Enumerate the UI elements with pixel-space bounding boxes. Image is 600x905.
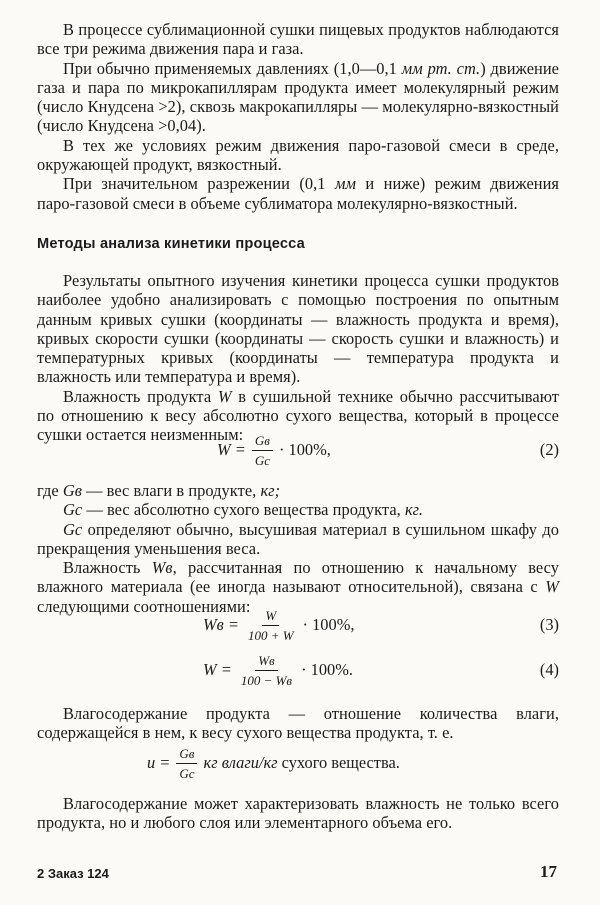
intro-block [37, 20, 559, 213]
definition-line: Gс — вес абсолютно сухого вещества продукта, кг. [63, 500, 424, 520]
paragraph: Влажность Wв, рассчитанная по отношению к начальному весу влажного материала (ее иногда называют относительной), связана с W следующими соотношениями: [37, 558, 559, 616]
equation-number: (2) [539, 440, 559, 459]
equation-4: W = $\frac{Wв}{100 - Wв}$ · 100%. (4) [203, 652, 559, 688]
section-heading: Методы анализа кинетики процесса [37, 236, 305, 252]
definition-line: где Gв — вес влаги в продукте, кг; [37, 481, 281, 500]
page-footer [37, 862, 559, 884]
section-heading-block [37, 236, 559, 252]
paragraph: При значительном разрежении (0,1 мм и ниже) режим движения паро-газовой смеси в объеме сублиматора молекулярно-вязкостный. [37, 174, 560, 213]
moisture-content-paragraph [37, 704, 559, 743]
equation-2: W = $\frac{Gв}{Gс}$ · 100%, (2) [217, 432, 559, 468]
paragraph: Влажность продукта W в сушильной технике обычно рассчитывают по отношению к весу абсолютно сухого вещества, который в процессе сушки остается неизменным: [37, 386, 559, 445]
equation-number: (4) [539, 660, 559, 679]
closing-paragraph [37, 794, 559, 833]
definitions [37, 481, 559, 616]
equation-5: u = $\frac{Gв}{Gс}$ кг влаги/кг сухого вещества. [147, 745, 400, 781]
paragraph: В процессе сублимационной сушки пищевых продуктов наблюдаются все три режима движения пара и газа. [37, 20, 559, 59]
section-body [37, 271, 559, 445]
paragraph: В тех же условиях режим движения паро-газовой смеси в среде, окружающей продукт, вязкостный. [37, 135, 559, 175]
equation-number: (3) [539, 615, 559, 634]
paragraph: Влагосодержание продукта — отношение количества влаги, содержащейся в нем, к весу сухого вещества продукта, т. е. [37, 704, 559, 743]
printer-signature: 2 Заказ 124 [37, 866, 109, 881]
paragraph: Gс определяют обычно, высушивая материал в сушильном шкафу до прекращения уменьшения веса. [37, 519, 559, 558]
equation-3: Wв = $\frac{W}{100 + W}$ · 100%, (3) [203, 607, 559, 643]
paragraph: Влагосодержание может характеризовать влажность не только всего продукта, но и любого слоя или элементарного объема его. [37, 794, 559, 833]
paragraph: Результаты опытного изучения кинетики процесса сушки продуктов наиболее удобно анализировать с помощью построения по опытным данным кривых сушки (координаты — влажность продукта и время), кривых скорости сушки (координаты — скорость сушки и влажность) и температурных кривых (координаты — температура продукта и влажность или температура и время). [37, 271, 559, 387]
paragraph: При обычно применяемых давлениях (1,0—0,1 мм рт. ст.) движение газа и пара по микрокапиллярам продукта имеет молекулярный режим (число Кнудсена >2), сквозь макрокапилляры — молекулярно-вязкостный (число Кнудсена >0,04). [37, 58, 559, 136]
page-number: 17 [540, 862, 557, 881]
